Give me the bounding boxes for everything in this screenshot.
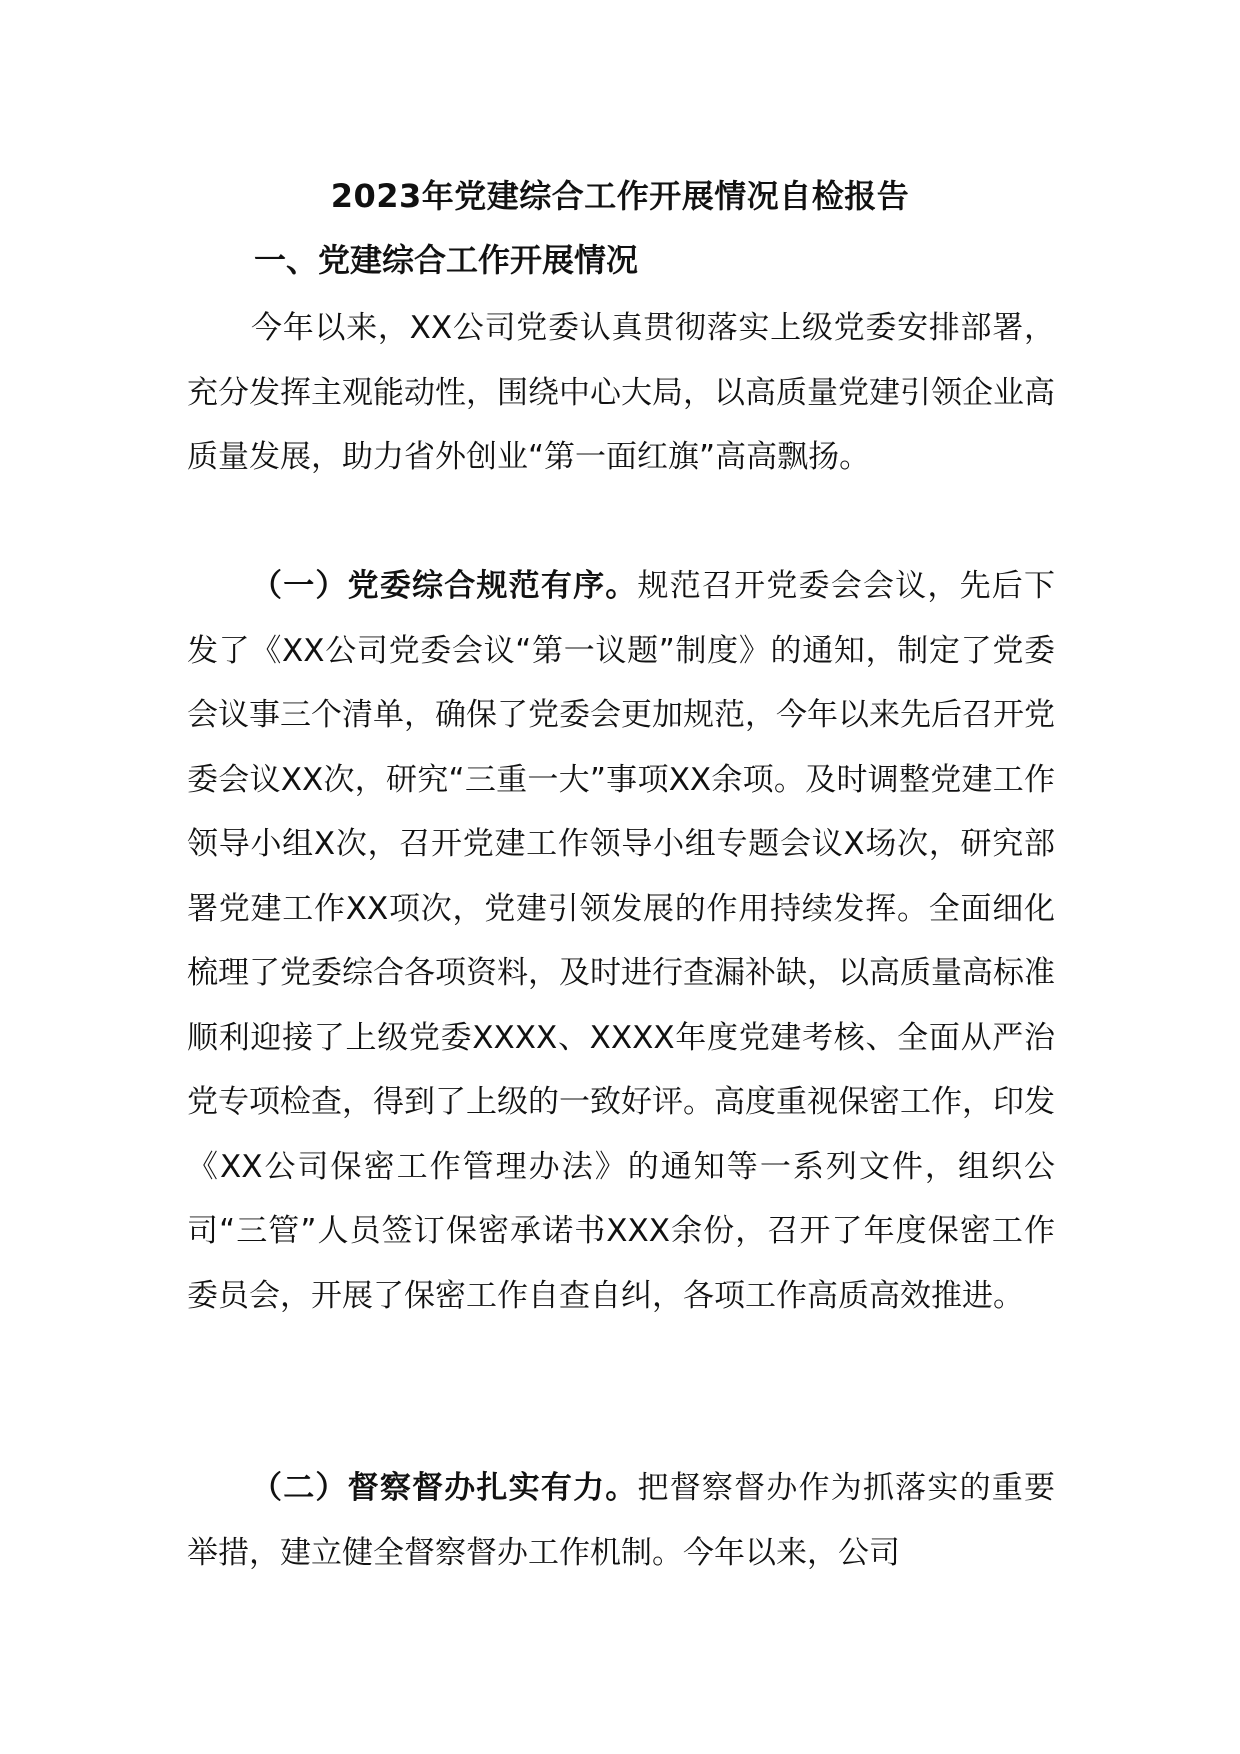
subsection-2-paragraph [187, 1456, 1055, 1585]
subsection-2-heading: （二）督察督办扎实有力。 [251, 1470, 638, 1506]
subsection-2-body: 把督察督办作为抓落实的重要举措，建立健全督察督办工作机制。今年以来，公司 [187, 1470, 1055, 1571]
subsection-1-paragraph [187, 554, 1055, 1328]
intro-paragraph: 今年以来，XX公司党委认真贯彻落实上级党委安排部署，充分发挥主观能动性，围绕中心大局，以高质量党建引领企业高质量发展，助力省外创业“第一面红旗”高高飘扬。 [187, 310, 1055, 475]
section-heading-1: 一、党建综合工作开展情况 [254, 241, 639, 279]
subsection-1-heading: （一）党委综合规范有序。 [251, 568, 638, 604]
document-title: 2023年党建综合工作开展情况自检报告 [330, 177, 910, 215]
subsection-1-body: 规范召开党委会会议，先后下发了《XX公司党委会议“第一议题”制度》的通知，制定了党委会议事三个清单，确保了党委会更加规范，今年以来先后召开党委会议XX次，研究“三重一大”事项XX余项。及时调整党建工作领导小组X次，召开党建工作领导小组专题会议X场次，研究部署党建工作XX项次，党建引领发展的作用持续发挥。全面细化梳理了党委综合各项资料，及时进行查漏补缺，以高质量高标准顺利迎接了上级党委XXXX、XXXX年度党建考核、全面从严治党专项检查，得到了上级的一致好评。高度重视保密工作，印发《XX公司保密工作管理办法》的通知等一系列文件，组织公司“三管”人员签订保密承诺书XXX余份，召开了年度保密工作委员会，开展了保密工作自查自纠，各项工作高质高效推进。 [187, 568, 1055, 1314]
